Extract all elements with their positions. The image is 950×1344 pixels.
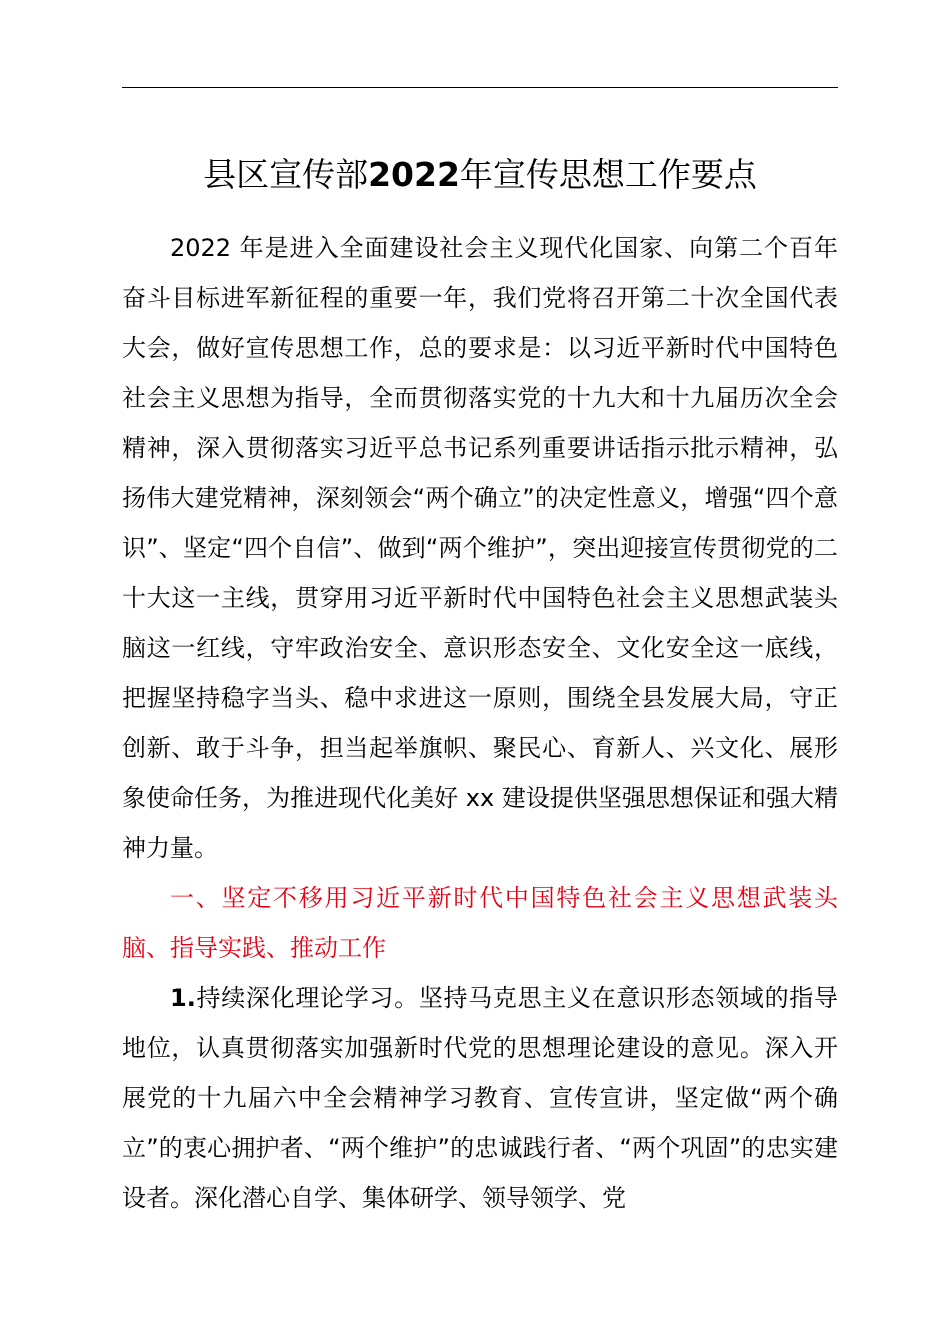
item-paragraph: [122, 973, 838, 1223]
title-year: 2022: [368, 155, 460, 194]
title-prefix: 县区宣传部: [203, 155, 369, 194]
section-heading: 一、坚定不移用习近平新时代中国特色社会主义思想武装头脑、指导实践、推动工作: [122, 884, 838, 962]
intro-paragraph: 2022 年是进入全面建设社会主义现代化国家、向第二个百年奋斗目标进军新征程的重要一年，我们党将召开第二十次全国代表大会，做好宣传思想工作，总的要求是：以习近平新时代中国特色社会主义思想为指导，全而贯彻落实党的十九大和十九届历次全会精神，深入贯彻落实习近平总书记系列重要讲话指示批示精神，弘扬伟大建党精神，深刻领会“两个确立”的决定性意义，增强“四个意识”、坚定“四个自信”、做到“两个维护”，突出迎接宣传贯彻党的二十大这一主线，贯穿用习近平新时代中国特色社会主义思想武装头脑这一红线，守牢政治安全、意识形态安全、文化安全这一底线，把握坚持稳字当头、稳中求进这一原则，围绕全县发展大局，守正创新、敢于斗争，担当起举旗帜、聚民心、育新人、兴文化、展形象使命任务，为推进现代化美好 xx 建设提供坚强思想保证和强大精神力量。: [122, 234, 838, 862]
item-text: 持续深化理论学习。坚持马克思主义在意识形态领域的指导地位，认真贯彻落实加强新时代党的思想理论建设的意见。深入开展党的十九届六中全会精神学习教育、宣传宣讲，坚定做“两个确立”的衷心拥护者、“两个维护”的忠诚践行者、“两个巩固”的忠实建设者。深化潜心自学、集体研学、领导领学、党: [122, 984, 838, 1212]
document-body: [122, 223, 838, 1223]
header-rule: [122, 87, 838, 88]
title-suffix: 年宣传思想工作要点: [459, 155, 757, 194]
item-number: 1.: [170, 984, 196, 1012]
document-title: [122, 150, 838, 200]
